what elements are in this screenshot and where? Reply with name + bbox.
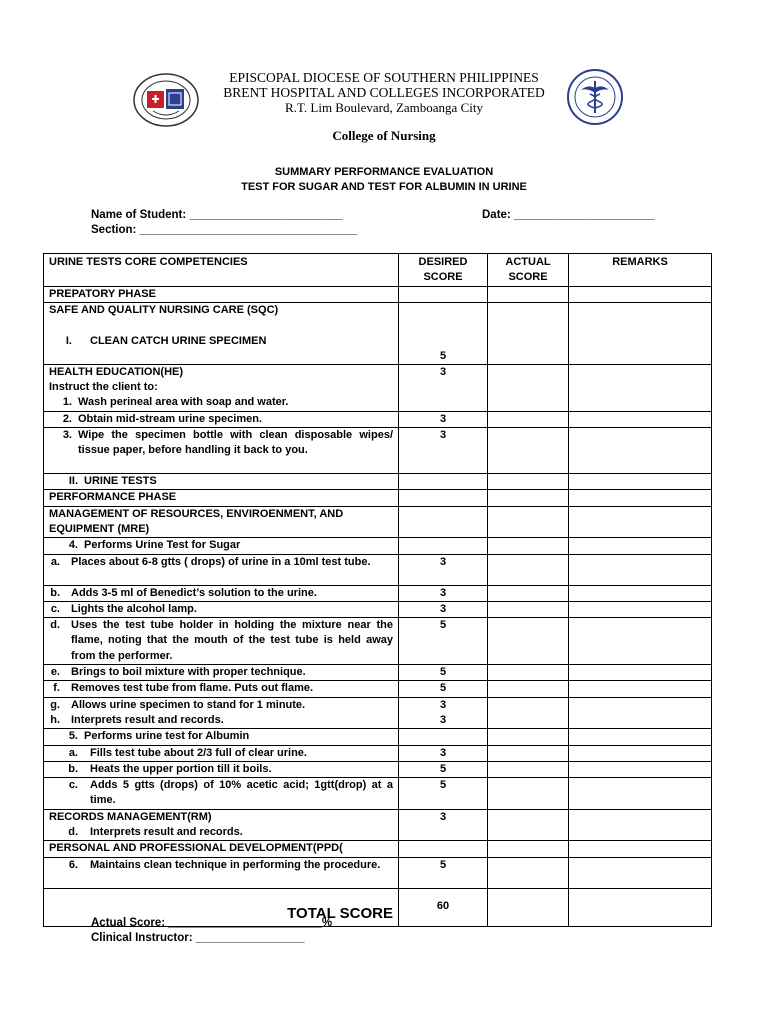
header-actual-score: ACTUAL SCORE xyxy=(488,254,569,287)
desired-score: 5 xyxy=(399,665,488,681)
table-row: e. Brings to boil mixture with proper technique. 5 xyxy=(44,665,712,681)
desired-score: 5 xyxy=(399,302,488,364)
table-row: 5. Performs urine test for Albumin xyxy=(44,729,712,745)
desired-score: 3 xyxy=(399,411,488,427)
total-score-label: TOTAL SCORE xyxy=(44,888,399,926)
table-row: a. Places about 6-8 gtts ( drops) of urine in a 10ml test tube. 3 xyxy=(44,554,712,585)
table-row: a. Fills test tube about 2/3 full of clear urine. 3 xyxy=(44,745,712,761)
table-row: 3. Wipe the specimen bottle with clean disposable wipes/ tissue paper, before handling it back to you. 3 xyxy=(44,428,712,474)
table-row: 4. Performs Urine Test for Sugar xyxy=(44,538,712,554)
desired-score: 3 xyxy=(399,745,488,761)
title-line-2: TEST FOR SUGAR AND TEST FOR ALBUMIN IN URINE xyxy=(241,181,527,193)
desired-score: 5 xyxy=(399,761,488,777)
table-row: b. Adds 3-5 ml of Benedict’s solution to the urine. 3 xyxy=(44,585,712,601)
diocese-name: EPISCOPAL DIOCESE OF SOUTHERN PHILIPPINES xyxy=(229,70,539,85)
desired-score: 3 xyxy=(399,364,488,411)
table-row: PERFORMANCE PHASE xyxy=(44,490,712,506)
table-header-row xyxy=(44,254,712,287)
desired-score: 3 xyxy=(399,601,488,617)
table-row: HEALTH EDUCATION(HE) Instruct the client to: 1. Wash perineal area with soap and water. 3 xyxy=(44,364,712,411)
title-line-1: SUMMARY PERFORMANCE EVALUATION xyxy=(274,166,494,178)
table-row: MANAGEMENT OF RESOURCES, ENVIROENMENT, AND EQUIPMENT (MRE) xyxy=(44,506,712,538)
table-row: PREPATORY PHASE xyxy=(44,286,712,302)
table-row: 2. Obtain mid-stream urine specimen. 3 xyxy=(44,411,712,427)
table-row: c. Adds 5 gtts (drops) of 10% acetic acid; 1gtt(drop) at a time. 5 xyxy=(44,778,712,810)
desired-score: 3 xyxy=(399,554,488,585)
date-field[interactable]: Date: ______________________ xyxy=(482,209,655,221)
college-name: College of Nursing xyxy=(332,128,436,143)
table-row: PERSONAL AND PROFESSIONAL DEVELOPMENT(PPD( xyxy=(44,841,712,857)
table-row: b. Heats the upper portion till it boils. 5 xyxy=(44,761,712,777)
header-competencies: URINE TESTS CORE COMPETENCIES xyxy=(44,254,399,287)
table-row: f. Removes test tube from flame. Puts out flame. 5 xyxy=(44,681,712,697)
total-desired-score: 60 xyxy=(399,888,488,926)
letterhead xyxy=(0,70,768,116)
desired-score: 3 xyxy=(399,585,488,601)
desired-score: 5 xyxy=(399,681,488,697)
student-name-field[interactable]: Name of Student: ________________________ xyxy=(91,209,343,221)
table-row: RECORDS MANAGEMENT(RM) d. Interprets result and records. 3 xyxy=(44,809,712,841)
desired-score: 3 xyxy=(399,809,488,841)
hospital-name: BRENT HOSPITAL AND COLLEGES INCORPORATED xyxy=(223,85,545,100)
clinical-instructor-field[interactable]: Clinical Instructor: _________________ xyxy=(91,932,305,944)
desired-score: 5 xyxy=(399,778,488,810)
address: R.T. Lim Boulevard, Zamboanga City xyxy=(285,100,483,115)
evaluation-table xyxy=(43,253,712,927)
desired-score: 5 xyxy=(399,857,488,888)
header-remarks: REMARKS xyxy=(569,254,712,287)
form-title xyxy=(0,165,768,195)
section-field[interactable]: Section: __________________________________ xyxy=(91,224,358,236)
table-row: g. Allows urine specimen to stand for 1 minute. h. Interprets result and records. 3 3 xyxy=(44,697,712,729)
desired-score: 3 xyxy=(399,428,488,474)
header-desired-score: DESIRED SCORE xyxy=(399,254,488,287)
table-row: 6. Maintains clean technique in performing the procedure. 5 xyxy=(44,857,712,888)
table-row: SAFE AND QUALITY NURSING CARE (SQC) I. CLEAN CATCH URINE SPECIMEN 5 xyxy=(44,302,712,364)
total-actual-score[interactable] xyxy=(488,888,569,926)
table-row: d. Uses the test tube holder in holding the mixture near the flame, noting that the mouth of the test tube is held away from the performer. 5 xyxy=(44,618,712,665)
table-row: c. Lights the alcohol lamp. 3 xyxy=(44,601,712,617)
actual-score-field[interactable]: Actual Score: ________________________% xyxy=(91,917,333,929)
desired-score: 3 3 xyxy=(399,697,488,729)
table-row: II. URINE TESTS xyxy=(44,474,712,490)
desired-score: 5 xyxy=(399,618,488,665)
